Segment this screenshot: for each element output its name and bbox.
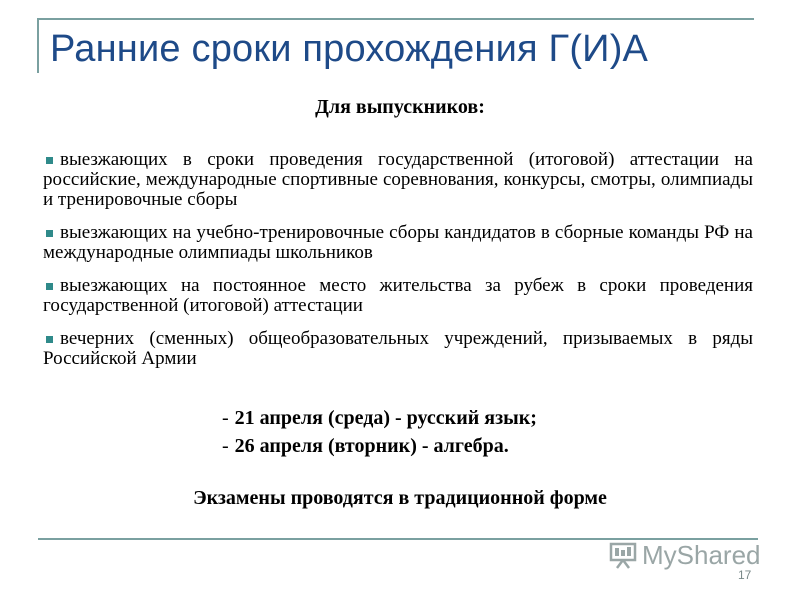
bullet-text: выезжающих на постоянное место жительства за рубеж в сроки проведения государственной (итоговой) аттестации [43, 275, 753, 316]
exam-date-text: 26 апреля (вторник) - алгебра. [234, 435, 509, 457]
bullet-text: выезжающих в сроки проведения государственной (итоговой) аттестации на российские, международные спортивные соревнования, конкурсы, смотры, олимпиады и тренировочные сборы [43, 149, 753, 210]
bullet-item [43, 150, 753, 210]
myshared-watermark [608, 540, 761, 570]
top-divider [38, 18, 754, 20]
exam-date-text: 21 апреля (среда) - русский язык; [234, 407, 537, 429]
bullet-square-icon [46, 230, 53, 237]
exam-dates [222, 404, 537, 460]
left-divider [37, 18, 39, 73]
slide-title: Ранние сроки прохождения Г(И)А [50, 28, 649, 70]
bullet-item [43, 223, 753, 263]
exam-date-line [222, 404, 537, 432]
bullet-list [43, 150, 753, 382]
bullet-item [43, 276, 753, 316]
bullet-item [43, 329, 753, 369]
date-dash: - [222, 407, 229, 429]
page-number: 17 [738, 568, 752, 582]
presentation-screen-icon [608, 540, 638, 570]
bullet-square-icon [46, 157, 53, 164]
footer-note: Экзамены проводятся в традиционной форме [193, 487, 607, 509]
bullet-text: выезжающих на учебно-тренировочные сборы кандидатов в сборные команды РФ на международные олимпиады школьников [43, 222, 753, 263]
exam-date-line [222, 432, 537, 460]
bullet-square-icon [46, 283, 53, 290]
bullet-text: вечерних (сменных) общеобразовательных учреждений, призываемых в ряды Российской Армии [43, 328, 753, 369]
watermark-text: MyShared [642, 539, 761, 570]
date-dash: - [222, 435, 229, 457]
bullet-square-icon [46, 336, 53, 343]
slide-subtitle: Для выпускников: [315, 96, 485, 118]
